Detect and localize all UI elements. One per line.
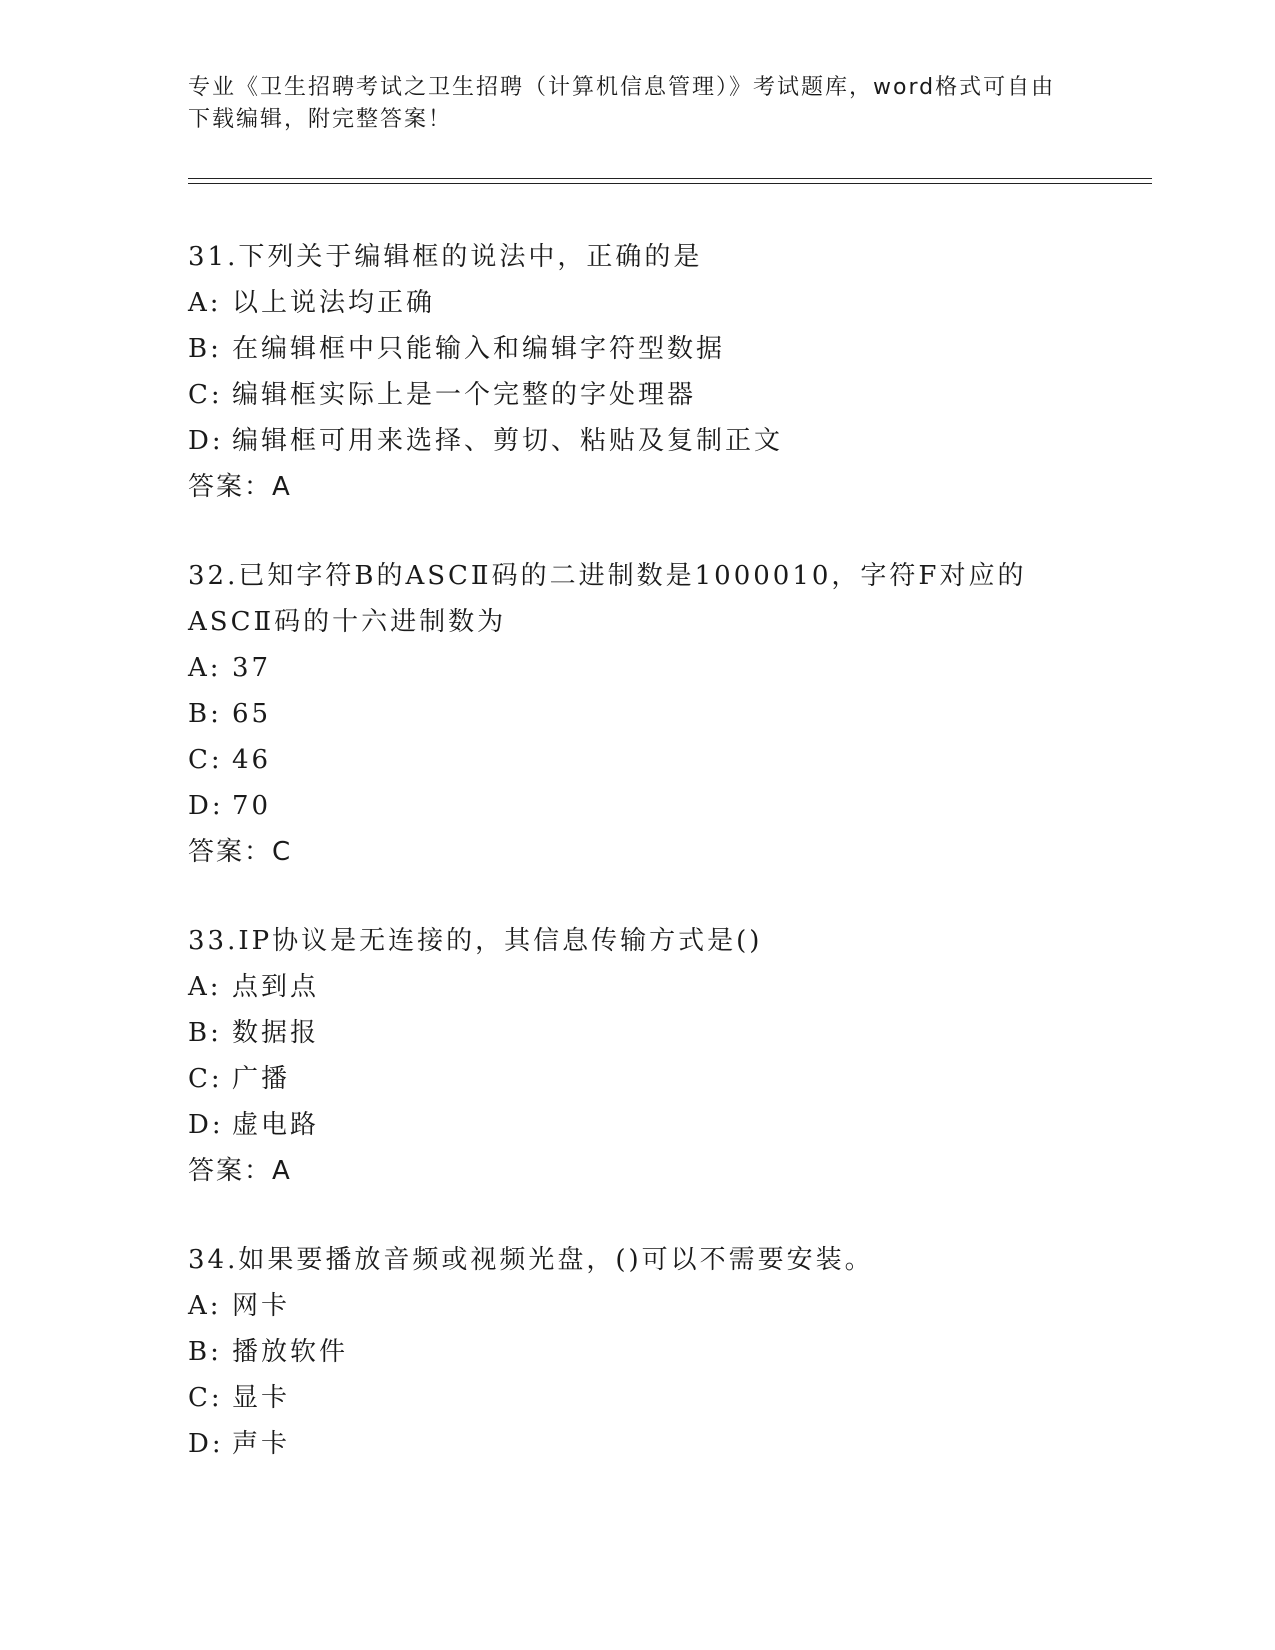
option-a [188,280,1088,326]
document-header-text: 专业《卫生招聘考试之卫生招聘（计算机信息管理）》考试题库，word格式可自由下载编辑，附完整答案！ [188,75,1056,132]
option-key: A: [188,653,222,683]
option-c [188,372,1088,418]
option-a [188,1283,1088,1329]
option-text: 显卡 [232,1383,291,1413]
option-a [188,964,1088,1010]
question-32 [188,553,1088,875]
option-text: 播放软件 [232,1337,349,1367]
option-key: C: [188,380,223,410]
option-b [188,1010,1088,1056]
option-key: C: [188,1064,223,1094]
option-d [188,418,1088,464]
option-text: 网卡 [232,1291,291,1321]
answer-line: 答案：C [188,837,293,867]
option-key: B: [188,1337,222,1367]
header-divider-line [188,178,1152,179]
question-title: 33.IP协议是无连接的，其信息传输方式是() [188,926,763,956]
option-text: 广播 [232,1064,291,1094]
option-key: C: [188,1383,223,1413]
option-text: 编辑框实际上是一个完整的字处理器 [232,380,697,410]
option-text: 在编辑框中只能输入和编辑字符型数据 [232,334,726,364]
option-text: 声卡 [232,1429,291,1459]
answer-line: 答案：A [188,472,292,502]
answer-line: 答案：A [188,1156,292,1186]
question-title: 34.如果要播放音频或视频光盘，()可以不需要安装。 [188,1245,874,1275]
option-key: D: [188,1110,224,1140]
option-text: 65 [232,699,272,729]
option-b [188,691,1088,737]
option-text: 虚电路 [232,1110,320,1140]
option-d [188,1102,1088,1148]
option-b [188,326,1088,372]
option-a [188,645,1088,691]
question-title: 32.已知字符B的ASCⅡ码的二进制数是1000010，字符F对应的ASCⅡ码的十六进制数为 [188,561,1027,637]
option-text: 点到点 [232,972,320,1002]
option-key: A: [188,972,222,1002]
option-c [188,1375,1088,1421]
option-key: D: [188,426,224,456]
option-text: 46 [232,745,272,775]
option-d [188,783,1088,829]
header-divider-line-double [188,183,1152,184]
option-text: 数据报 [232,1018,320,1048]
option-text: 以上说法均正确 [232,288,436,318]
option-key: B: [188,1018,222,1048]
option-text: 70 [232,791,272,821]
option-key: C: [188,745,223,775]
option-text: 编辑框可用来选择、剪切、粘贴及复制正文 [232,426,784,456]
question-31 [188,234,1088,510]
option-key: D: [188,791,224,821]
question-title: 31.下列关于编辑框的说法中，正确的是 [188,242,703,272]
option-key: B: [188,334,222,364]
option-c [188,1056,1088,1102]
option-key: B: [188,699,222,729]
option-key: A: [188,1291,222,1321]
question-34 [188,1237,1088,1467]
option-b [188,1329,1088,1375]
question-33 [188,918,1088,1194]
option-key: D: [188,1429,224,1459]
option-key: A: [188,288,222,318]
option-c [188,737,1088,783]
option-d [188,1421,1088,1467]
option-text: 37 [232,653,272,683]
